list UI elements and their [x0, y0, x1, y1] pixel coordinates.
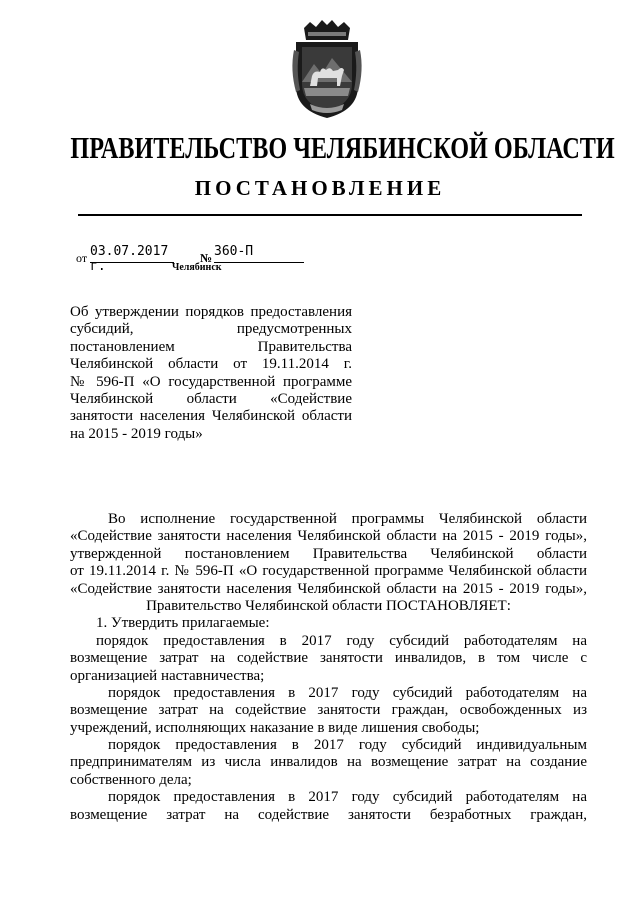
body-line: порядок предоставления в 2017 году субсидий работодателям на	[108, 684, 587, 701]
subject-line: Челябинской области от 19.11.2014 г.	[70, 356, 352, 373]
body-line: собственного дела;	[70, 771, 192, 788]
body-line: возмещение затрат на содействие занятости безработных граждан,	[70, 806, 587, 823]
number-prefix: №	[200, 251, 213, 265]
body-line: утвержденной постановлением Правительства Челябинской области	[70, 545, 587, 562]
document-subject	[70, 304, 352, 443]
subject-line: постановлением Правительства	[70, 338, 352, 355]
body-line: «Содействие занятости населения Челябинской области на 2015 - 2019 годы»,	[70, 580, 587, 597]
subject-line: Челябинской области «Содействие	[70, 390, 352, 407]
organization-title: ПРАВИТЕЛЬСТВО ЧЕЛЯБИНСКОЙ ОБЛАСТИ	[70, 130, 615, 165]
document-date: 03.07.2017 г.	[90, 244, 174, 263]
subject-line: занятости населения Челябинской области	[70, 408, 352, 425]
body-line: порядок предоставления в 2017 году субсидий работодателям на	[108, 789, 587, 806]
document-body	[70, 511, 587, 824]
body-line: возмещение затрат на содействие занятости граждан, освобожденных из	[70, 702, 587, 719]
document-number: 360-П	[214, 244, 304, 263]
body-line: порядок предоставления в 2017 году субсидий индивидуальным	[108, 737, 587, 754]
body-line: учреждений, исполняющих наказание в виде лишения свободы;	[70, 719, 480, 736]
body-line: 1. Утвердить прилагаемые:	[96, 615, 270, 632]
city-label: Челябинск	[172, 262, 222, 273]
body-line: Во исполнение государственной программы Челябинской области	[108, 511, 587, 527]
date-prefix: от	[76, 251, 88, 265]
document-type: ПОСТАНОВЛЕНИЕ	[194, 176, 446, 200]
body-line: возмещение затрат на содействие занятости инвалидов, в том числе с	[70, 650, 587, 667]
subject-line: № 596-П «О государственной программе	[70, 373, 352, 390]
subject-line: субсидий, предусмотренных	[70, 321, 352, 338]
body-line: «Содействие занятости населения Челябинской области на 2015 - 2019 годы»,	[70, 528, 587, 545]
body-line: порядок предоставления в 2017 году субсидий работодателям на	[96, 632, 587, 649]
body-line: предпринимателям из числа инвалидов на возмещение затрат на создание	[70, 754, 587, 771]
subject-line: на 2015 - 2019 годы»	[70, 425, 203, 442]
body-line: от 19.11.2014 г. № 596-П «О государственной программе Челябинской области	[70, 563, 587, 580]
coat-of-arms-icon	[290, 20, 364, 120]
subject-line: Об утверждении порядков предоставления	[70, 304, 352, 320]
header-divider	[78, 214, 582, 216]
body-line: Правительство Челябинской области ПОСТАНОВЛЯЕТ:	[146, 597, 511, 614]
body-line: организацией наставничества;	[70, 667, 265, 684]
